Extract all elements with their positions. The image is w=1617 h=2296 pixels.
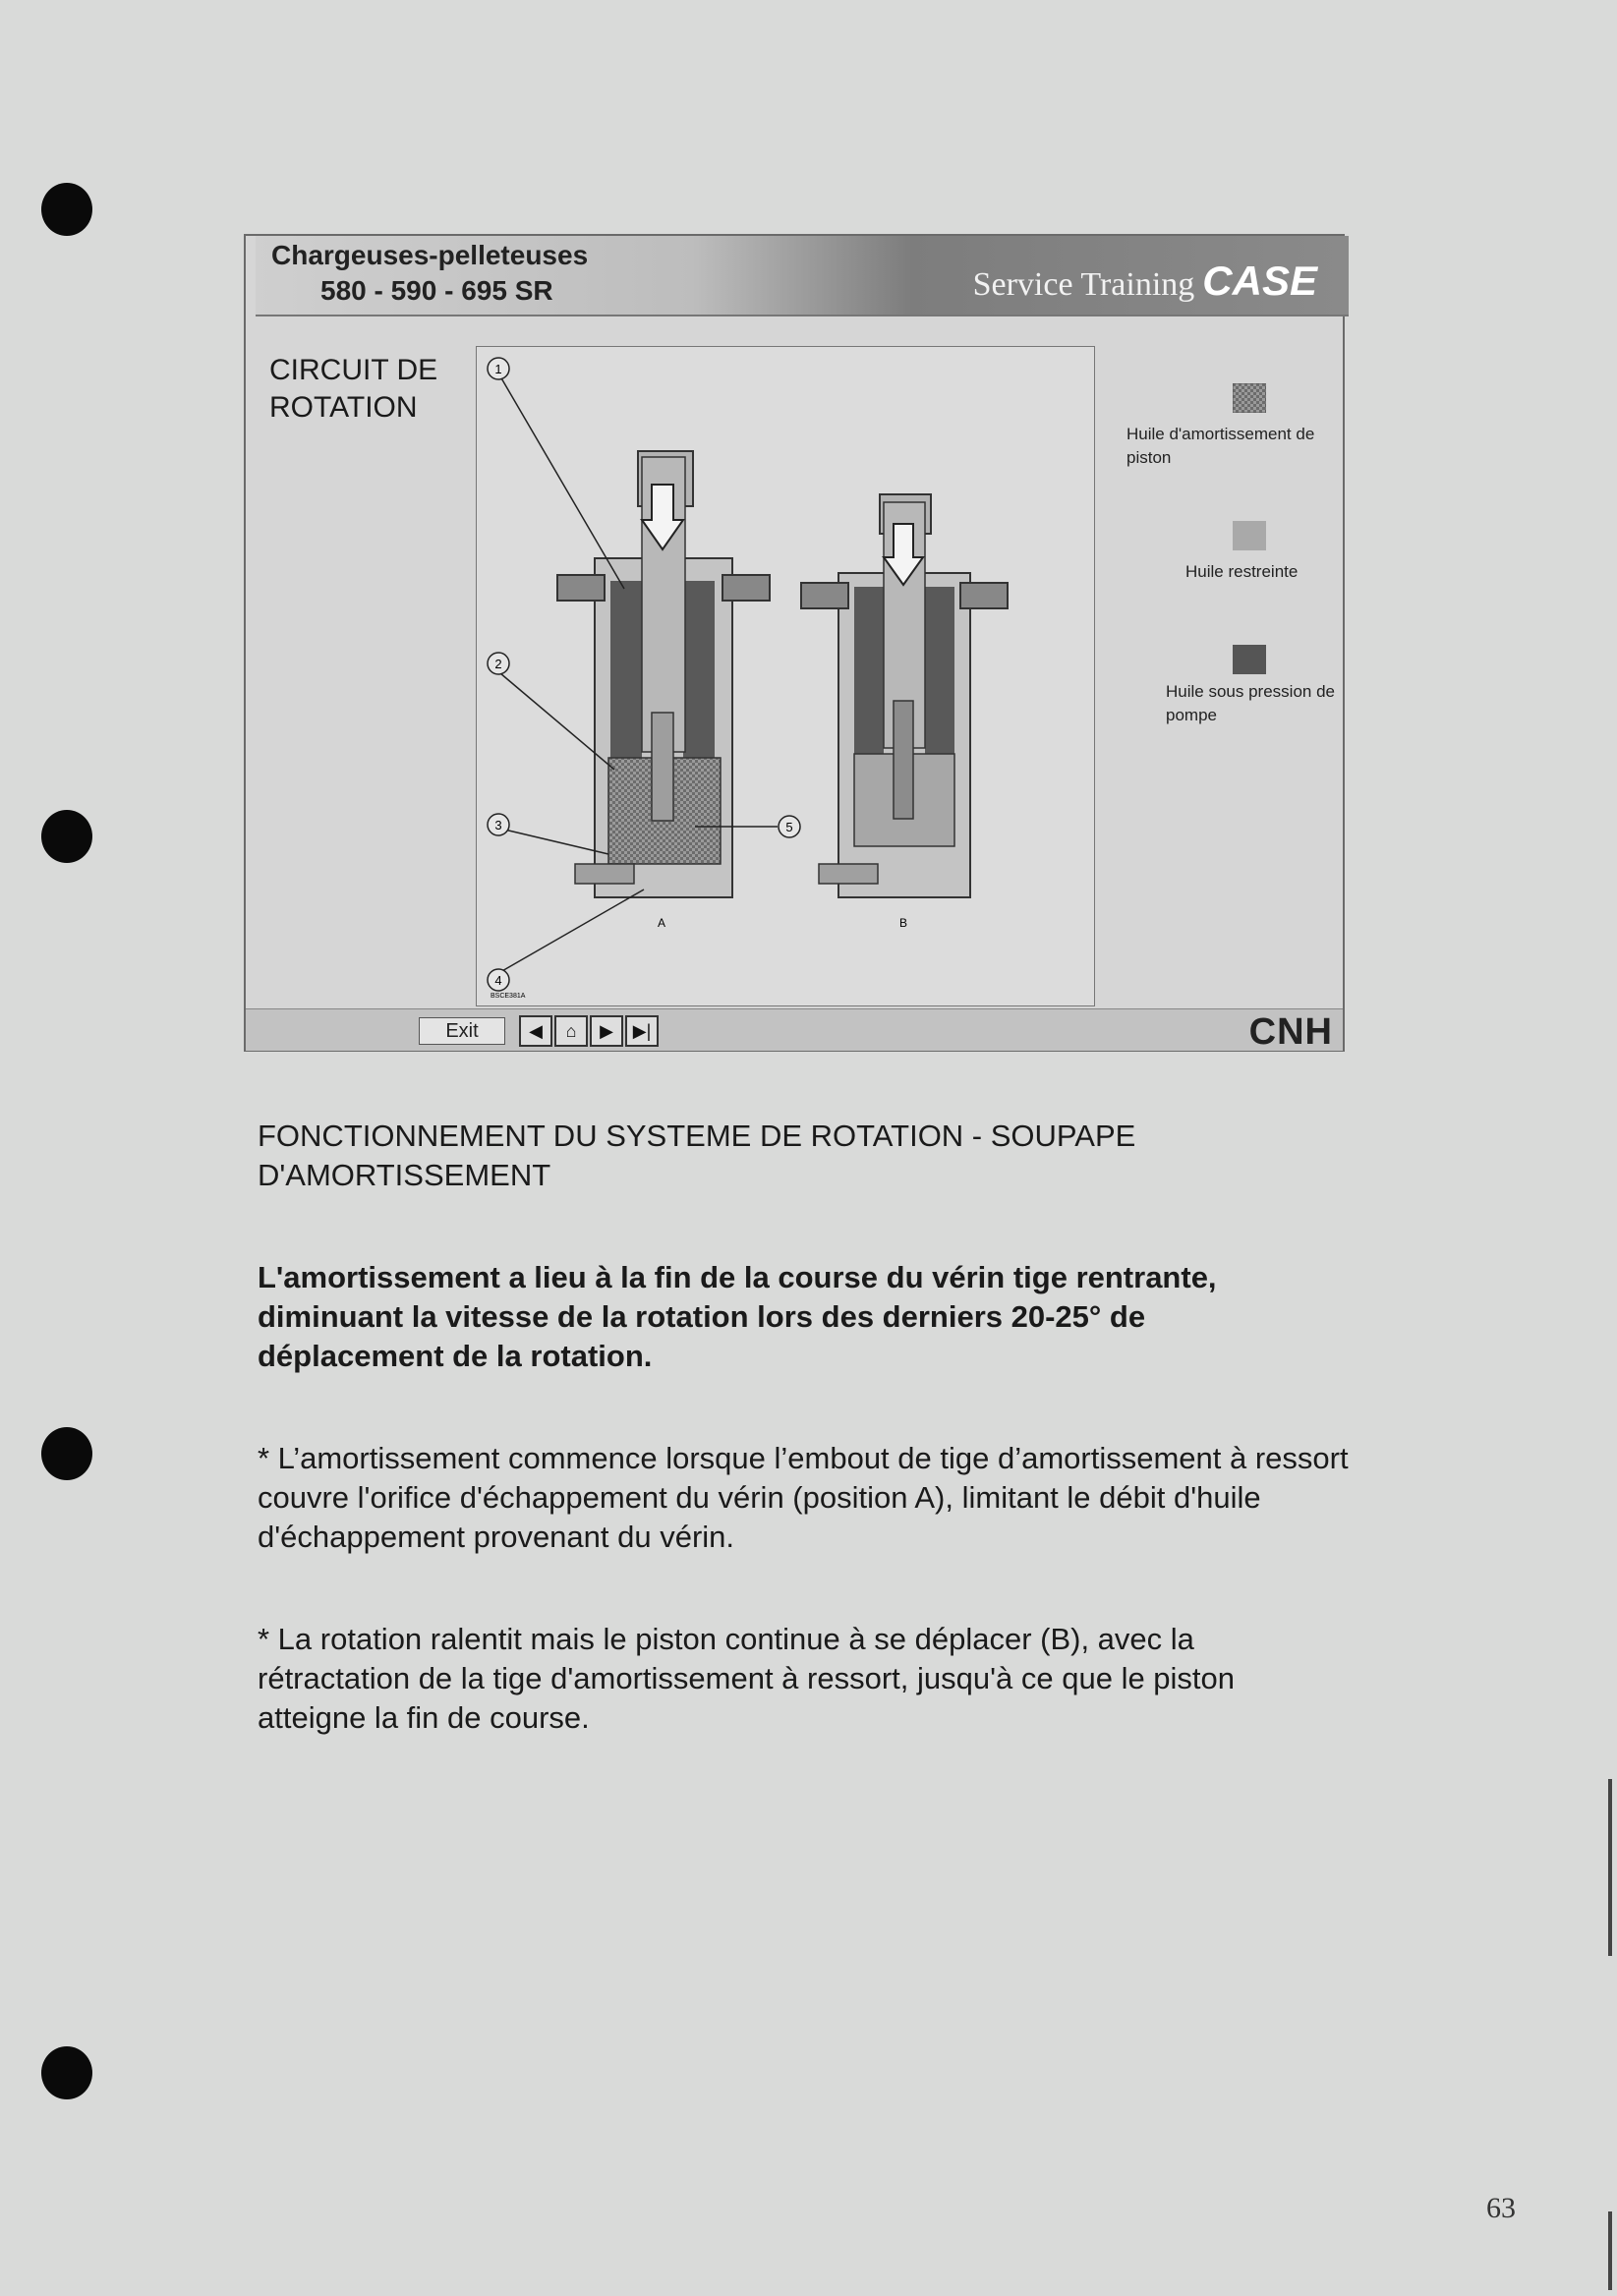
svg-text:5: 5: [785, 820, 793, 834]
edge-mark: [1608, 1779, 1612, 1956]
cylinder-a: [557, 451, 770, 897]
binder-hole: [41, 810, 92, 863]
legend-label-damping-oil: Huile d'amortissement de piston: [1126, 425, 1315, 467]
body-paragraph: * L’amortissement commence lorsque l’embout de tige d’amortissement à ressort couvre l'orifice d'échappement du vérin (position A), limitant le débit d'huile d'échappement provenant du vérin.: [258, 1441, 1349, 1554]
brand-banner: [973, 258, 1317, 305]
legend-swatch-restricted-oil: [1233, 521, 1266, 550]
callout-2: [488, 653, 509, 674]
lead-paragraph: L'amortissement a lieu à la fin de la course du vérin tige rentrante, diminuant la vitesse de la rotation lors des derniers 20-25° de déplacement de la rotation.: [258, 1260, 1217, 1373]
binder-hole: [41, 1427, 92, 1480]
brand-text: Service Training: [972, 266, 1195, 303]
cylinder-b: [801, 494, 1008, 897]
svg-text:1: 1: [494, 362, 502, 376]
binder-hole: [41, 183, 92, 236]
callout-1: [488, 358, 509, 379]
body-paragraph: * La rotation ralentit mais le piston continue à se déplacer (B), avec la rétractation de la tige d'amortissement à ressort, jusqu'à ce que le piston atteigne la fin de course.: [258, 1622, 1236, 1735]
slide-header: [256, 236, 1349, 316]
legend-swatch-pump-pressure-oil: [1233, 645, 1266, 674]
home-icon[interactable]: ⌂: [554, 1015, 588, 1047]
last-icon[interactable]: ▶|: [625, 1015, 659, 1047]
figure-reference-code: BSCE381A: [491, 993, 526, 1000]
exit-button[interactable]: Exit: [419, 1017, 505, 1045]
callout-3: [488, 814, 509, 835]
svg-text:2: 2: [494, 657, 502, 671]
position-label-a: A: [657, 916, 666, 930]
svg-text:4: 4: [494, 973, 502, 988]
callout-5: [779, 816, 800, 837]
legend-label-pump-pressure-oil: Huile sous pression de pompe: [1166, 682, 1335, 724]
slide-footer: [246, 1008, 1343, 1051]
slide-subtitle: 580 - 590 - 695 SR: [320, 275, 553, 306]
section-heading: FONCTIONNEMENT DU SYSTEME DE ROTATION - SOUPAPE D'AMORTISSEMENT: [258, 1119, 1136, 1192]
training-slide: [244, 234, 1345, 1052]
prev-icon[interactable]: ◀: [519, 1015, 552, 1047]
cylinder-diagram: [476, 346, 1095, 1006]
cnh-logo: CNH: [1248, 1011, 1333, 1053]
case-logo: CASE: [1202, 258, 1317, 304]
position-label-b: B: [898, 916, 908, 930]
binder-hole: [41, 2046, 92, 2099]
legend-swatch-damping-oil: [1233, 383, 1266, 413]
edge-mark: [1608, 2211, 1612, 2290]
next-icon[interactable]: ▶: [590, 1015, 623, 1047]
section-label: CIRCUIT DE ROTATION: [269, 354, 438, 424]
legend-label-restricted-oil: Huile restreinte: [1185, 562, 1299, 581]
page-number: 63: [1486, 2192, 1516, 2224]
slide-title: Chargeuses-pelleteuses: [271, 240, 589, 270]
callout-4: [488, 969, 509, 991]
svg-text:3: 3: [494, 818, 502, 832]
